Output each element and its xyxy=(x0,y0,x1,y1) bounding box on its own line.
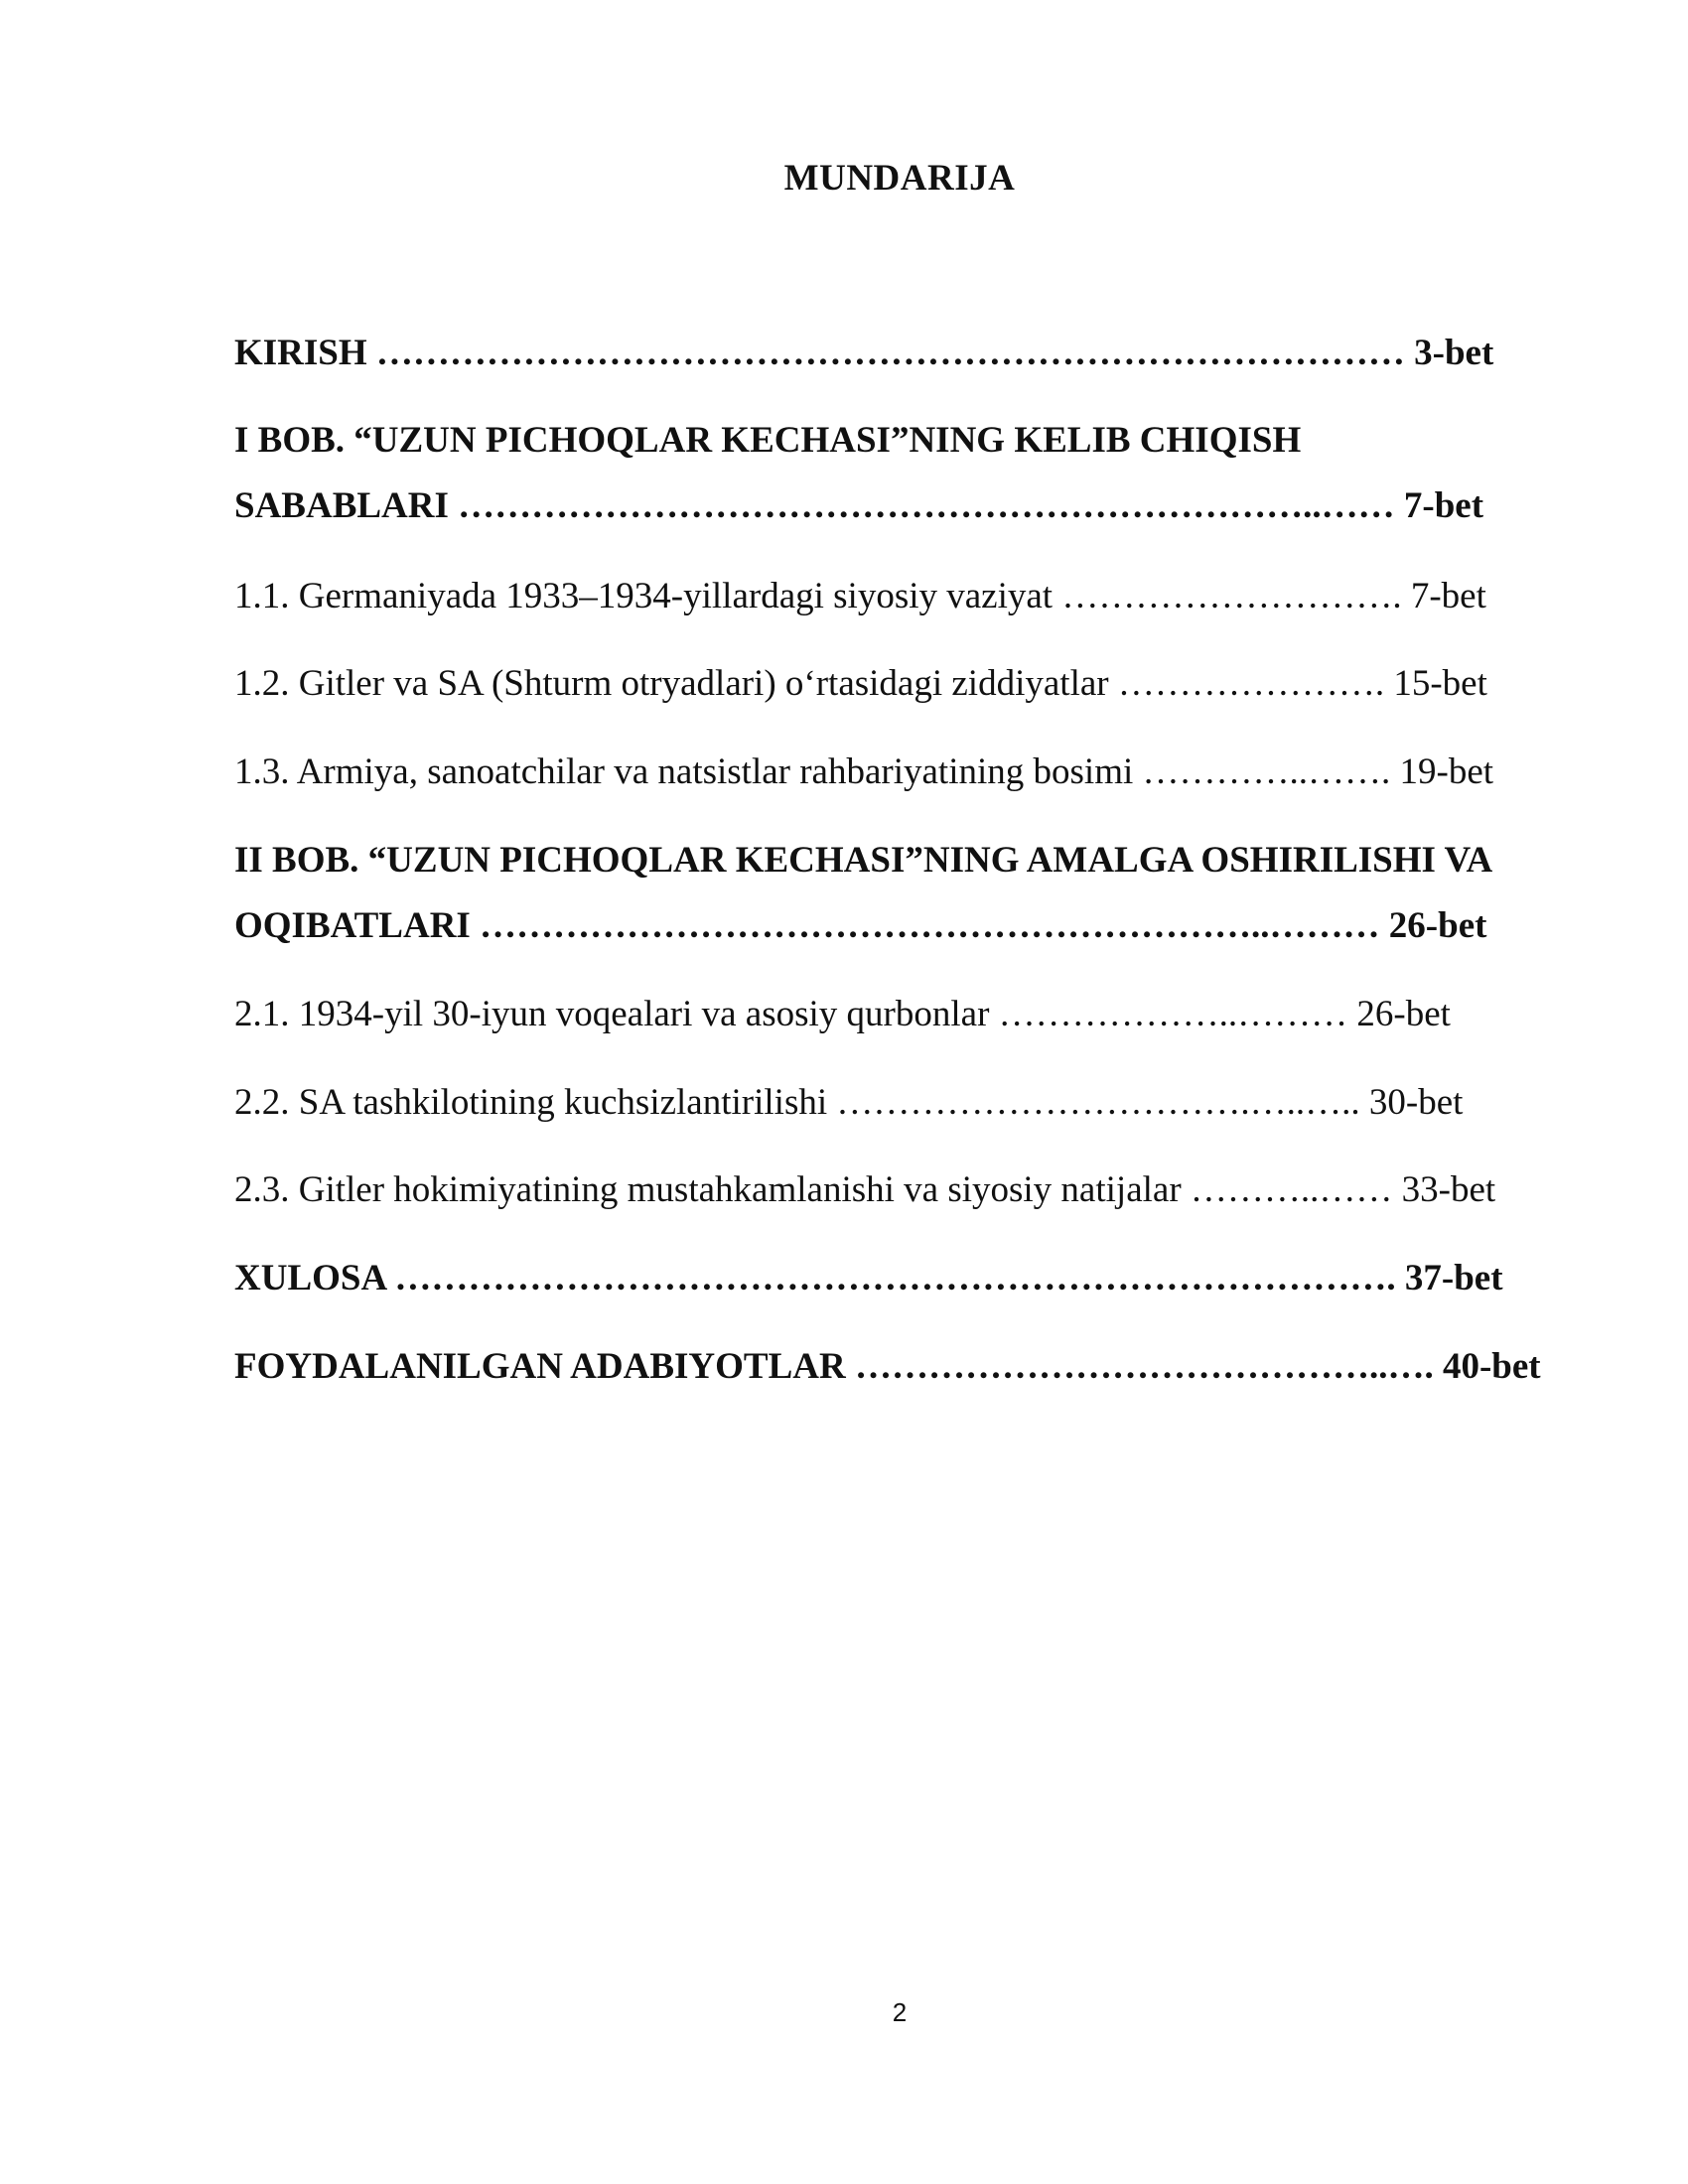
toc-entry-chapter-2-title-continued: OQIBATLARI ………………………………………………………..……… 26-bet xyxy=(234,905,1487,946)
page-title: MUNDARIJA xyxy=(783,158,1016,199)
toc-entry-intro: KIRISH ………………………………………………………………………… 3-bet xyxy=(234,333,1494,373)
toc-entry-section-1-2: 1.2. Gitler va SA (Shturm otryadlari) o‘rtasidagi ziddiyatlar …………………. 15-bet xyxy=(234,663,1487,704)
toc-entry-chapter-1-title-continued: SABABLARI ……………………………………………………………..…… 7-bet xyxy=(234,485,1484,526)
toc-entry-conclusion: XULOSA ………………………………………………………………………. 37-bet xyxy=(234,1258,1503,1298)
toc-entry-chapter-1-title: I BOB. “UZUN PICHOQLAR KECHASI”NING KELIB CHIQISH xyxy=(234,420,1302,461)
toc-entry-chapter-2-title: II BOB. “UZUN PICHOQLAR KECHASI”NING AMALGA OSHIRILISHI VA xyxy=(234,840,1493,881)
toc-entry-references: FOYDALANILGAN ADABIYOTLAR ……………………………………..…. 40-bet xyxy=(234,1346,1541,1387)
page-number: 2 xyxy=(892,1997,908,2027)
toc-entry-section-2-2: 2.2. SA tashkilotining kuchsizlantirilishi …………………………….…..….. 30-bet xyxy=(234,1082,1464,1123)
toc-entry-section-2-1: 2.1. 1934-yil 30-iyun voqealari va asosiy qurbonlar ………………..……… 26-bet xyxy=(234,994,1451,1034)
toc-entry-section-1-3: 1.3. Armiya, sanoatchilar va natsistlar rahbariyatining bosimi …………..……. 19-bet xyxy=(234,751,1494,792)
toc-entry-section-2-3: 2.3. Gitler hokimiyatining mustahkamlanishi va siyosiy natijalar ………..…… 33-bet xyxy=(234,1169,1496,1210)
toc-entry-section-1-1: 1.1. Germaniyada 1933–1934-yillardagi siyosiy vaziyat ………………………. 7-bet xyxy=(234,576,1486,616)
